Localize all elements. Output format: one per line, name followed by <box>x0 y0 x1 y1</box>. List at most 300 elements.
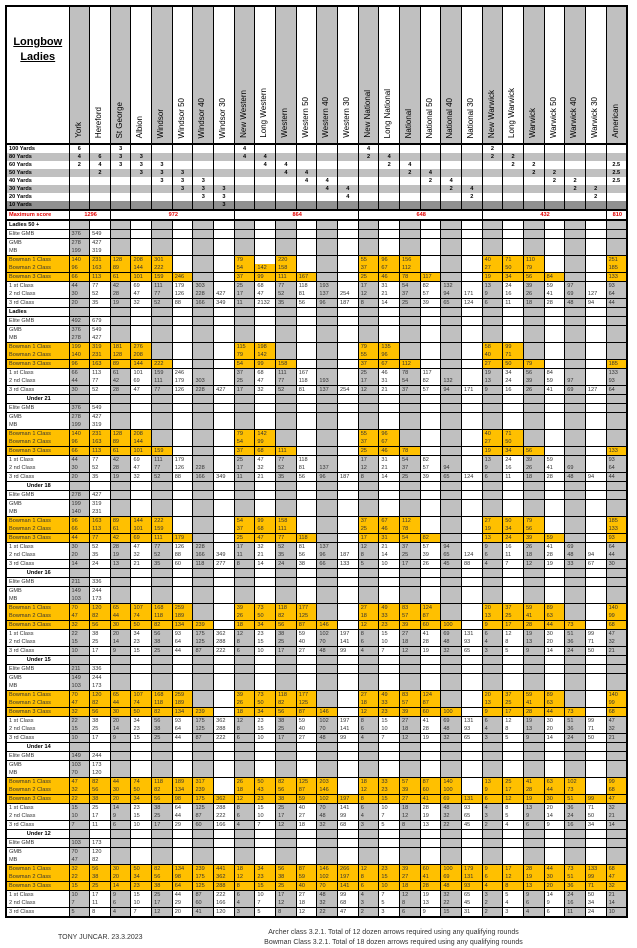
score-cell: 64 <box>606 290 627 299</box>
blank-cell <box>585 830 606 839</box>
score-cell <box>172 769 193 778</box>
score-cell <box>606 578 627 587</box>
score-cell: 24 <box>585 908 606 918</box>
round-name: Western 30 <box>342 97 352 138</box>
dozens-cell <box>234 161 255 169</box>
score-cell: 208 <box>131 351 152 360</box>
score-cell <box>441 699 462 708</box>
score-cell <box>379 848 400 857</box>
score-cell: 193 <box>317 377 338 386</box>
score-cell: 124 <box>461 473 482 482</box>
score-cell: 67 <box>379 264 400 273</box>
class-label: Bowman 1 Class <box>6 430 69 439</box>
score-cell <box>172 578 193 587</box>
class-row <box>6 699 627 708</box>
score-cell: 222 <box>214 647 235 656</box>
score-cell <box>317 456 338 465</box>
score-cell <box>276 404 297 413</box>
score-cell <box>523 665 544 674</box>
score-cell <box>338 543 359 552</box>
score-cell: 11 <box>503 473 524 482</box>
score-cell: 27 <box>400 795 421 804</box>
score-cell <box>276 848 297 857</box>
score-cell: 112 <box>400 264 421 273</box>
class-row <box>6 299 627 308</box>
score-cell: 9 <box>482 865 503 874</box>
score-cell: 11 <box>90 899 111 908</box>
score-cell: 126 <box>172 464 193 473</box>
class-row <box>6 778 627 787</box>
score-cell: 6 <box>358 725 379 734</box>
max-score-value: 432 <box>482 210 606 220</box>
score-cell: 12 <box>400 734 421 743</box>
score-cell <box>565 447 586 456</box>
score-cell <box>523 595 544 604</box>
score-cell <box>585 621 606 630</box>
score-cell <box>255 334 276 343</box>
class-row <box>6 595 627 604</box>
dozens-cell <box>441 169 462 177</box>
class-label: Bowman 2 Class <box>6 612 69 621</box>
dozens-cell <box>193 161 214 169</box>
class-row <box>6 795 627 804</box>
dozens-cell: 3 <box>193 177 214 185</box>
blank-cell <box>69 308 90 317</box>
score-cell: 189 <box>172 699 193 708</box>
score-cell: 69 <box>131 456 152 465</box>
score-cell: 9 <box>110 734 131 743</box>
blank-cell <box>358 220 379 230</box>
score-cell: 41 <box>523 612 544 621</box>
dozens-cell <box>461 177 482 185</box>
score-cell: 87 <box>193 891 214 900</box>
score-cell: 141 <box>338 882 359 891</box>
score-cell <box>461 360 482 369</box>
score-cell <box>317 413 338 422</box>
score-cell <box>400 343 421 352</box>
blank-cell <box>255 830 276 839</box>
score-cell: 15 <box>131 812 152 821</box>
score-cell <box>317 578 338 587</box>
score-cell: 32 <box>606 725 627 734</box>
score-cell: 37 <box>234 273 255 282</box>
score-cell <box>461 247 482 256</box>
dozens-cell <box>400 177 421 185</box>
score-cell <box>296 665 317 674</box>
score-cell <box>172 343 193 352</box>
score-cell: 101 <box>131 447 152 456</box>
score-cell: 87 <box>296 621 317 630</box>
score-cell <box>482 239 503 248</box>
score-cell: 133 <box>606 447 627 456</box>
score-cell <box>482 230 503 239</box>
score-cell <box>606 500 627 509</box>
score-cell: 18 <box>234 708 255 717</box>
score-cell <box>606 508 627 517</box>
score-cell: 88 <box>172 473 193 482</box>
score-cell: 46 <box>379 525 400 534</box>
dozens-cell <box>420 144 441 153</box>
score-cell <box>110 247 131 256</box>
score-cell <box>606 769 627 778</box>
score-cell <box>276 508 297 517</box>
dozens-cell <box>482 185 503 193</box>
score-cell: 27 <box>482 517 503 526</box>
dozens-cell: 3 <box>193 193 214 201</box>
score-cell: 125 <box>193 804 214 813</box>
blank-cell <box>441 830 462 839</box>
blank-cell <box>90 569 111 578</box>
score-cell: 50 <box>131 786 152 795</box>
score-cell <box>193 612 214 621</box>
score-cell <box>482 508 503 517</box>
dozens-cell <box>379 144 400 153</box>
score-cell: 134 <box>172 865 193 874</box>
dozens-cell <box>276 153 297 161</box>
score-cell: 64 <box>606 543 627 552</box>
score-cell: 137 <box>317 290 338 299</box>
score-cell: 99 <box>338 647 359 656</box>
score-cell <box>193 351 214 360</box>
score-cell <box>606 239 627 248</box>
score-cell: 77 <box>276 456 297 465</box>
blank-cell <box>172 656 193 665</box>
blank-cell <box>565 395 586 404</box>
blank-cell <box>296 308 317 317</box>
score-cell <box>441 491 462 500</box>
score-cell: 32 <box>69 786 90 795</box>
score-cell <box>296 326 317 335</box>
class-label: 2 nd Class <box>6 377 69 386</box>
score-cell: 39 <box>420 551 441 560</box>
score-cell: 82 <box>276 778 297 787</box>
score-cell <box>503 326 524 335</box>
score-cell: 25 <box>276 638 297 647</box>
blank-cell <box>193 656 214 665</box>
score-cell: 16 <box>503 464 524 473</box>
score-cell: 10 <box>379 560 400 569</box>
score-cell <box>523 413 544 422</box>
score-cell: 82 <box>152 865 173 874</box>
score-cell: 8 <box>400 899 421 908</box>
class-row <box>6 638 627 647</box>
score-cell: 34 <box>503 273 524 282</box>
class-row <box>6 821 627 830</box>
score-cell <box>296 421 317 430</box>
score-cell <box>193 691 214 700</box>
score-cell <box>296 247 317 256</box>
class-row <box>6 604 627 613</box>
score-cell <box>317 369 338 378</box>
score-cell: 4 <box>482 638 503 647</box>
score-cell <box>338 595 359 604</box>
dozens-cell <box>606 201 627 210</box>
score-cell: 102 <box>317 717 338 726</box>
score-cell <box>152 239 173 248</box>
score-cell: 34 <box>131 717 152 726</box>
score-cell: 45 <box>441 560 462 569</box>
score-cell: 44 <box>110 612 131 621</box>
class-row <box>6 848 627 857</box>
blank-cell <box>379 220 400 230</box>
score-cell: 60 <box>420 621 441 630</box>
score-cell <box>420 430 441 439</box>
score-cell: 81 <box>296 543 317 552</box>
dozens-cell <box>69 201 90 210</box>
score-cell <box>565 421 586 430</box>
score-cell <box>606 326 627 335</box>
round-header <box>255 6 276 144</box>
score-cell <box>276 839 297 848</box>
score-cell: 11 <box>565 908 586 918</box>
score-cell <box>131 587 152 596</box>
class-row <box>6 551 627 560</box>
score-cell: 9 <box>482 708 503 717</box>
score-cell <box>255 595 276 604</box>
score-cell <box>255 230 276 239</box>
score-cell: 12 <box>296 908 317 918</box>
score-cell: 47 <box>69 778 90 787</box>
score-cell: 87 <box>193 647 214 656</box>
blank-cell <box>482 569 503 578</box>
distance-label: 10 Yards <box>6 201 69 210</box>
score-cell: 288 <box>214 638 235 647</box>
dozens-cell: 4 <box>255 161 276 169</box>
score-cell <box>400 230 421 239</box>
blank-cell <box>296 656 317 665</box>
score-cell: 12 <box>503 873 524 882</box>
score-cell <box>234 247 255 256</box>
score-cell: 47 <box>606 717 627 726</box>
class-row <box>6 473 627 482</box>
score-cell: 128 <box>110 256 131 265</box>
score-cell: 73 <box>565 865 586 874</box>
score-cell: 79 <box>234 430 255 439</box>
score-cell: 25 <box>503 778 524 787</box>
dozens-cell: 3 <box>152 169 173 177</box>
score-cell <box>234 578 255 587</box>
round-header <box>276 6 297 144</box>
score-cell <box>296 848 317 857</box>
score-cell: 9 <box>544 899 565 908</box>
score-cell: 7 <box>379 647 400 656</box>
score-cell: 21 <box>379 464 400 473</box>
score-cell: 99 <box>585 630 606 639</box>
score-cell: 34 <box>585 899 606 908</box>
score-cell: 131 <box>461 630 482 639</box>
blank-cell <box>503 830 524 839</box>
archer-class-note: Archer class 3.2.1. Total of 12 dozen arrows required using any qualifying rounds <box>268 929 519 936</box>
dozens-cell <box>585 201 606 210</box>
blank-cell <box>565 656 586 665</box>
dozens-cell: 2 <box>565 177 586 185</box>
score-cell: 32 <box>131 473 152 482</box>
score-cell <box>255 404 276 413</box>
score-cell <box>172 848 193 857</box>
dozens-cell <box>131 185 152 193</box>
score-cell: 244 <box>90 674 111 683</box>
score-cell <box>461 464 482 473</box>
dozens-cell <box>172 201 193 210</box>
score-cell: 69 <box>131 377 152 386</box>
score-cell: 189 <box>172 612 193 621</box>
score-cell <box>338 839 359 848</box>
score-cell <box>565 369 586 378</box>
score-cell <box>544 317 565 326</box>
score-cell: 25 <box>234 456 255 465</box>
score-cell: 12 <box>358 621 379 630</box>
score-cell <box>110 595 131 604</box>
score-cell <box>338 612 359 621</box>
class-label: GMB <box>6 674 69 683</box>
dozens-cell: 2 <box>585 185 606 193</box>
score-cell <box>441 682 462 691</box>
score-cell: 15 <box>441 908 462 918</box>
score-cell: 197 <box>338 873 359 882</box>
distance-label: 40 Yards <box>6 177 69 185</box>
score-cell: 17 <box>234 543 255 552</box>
section-header <box>6 308 627 317</box>
score-cell: 23 <box>379 708 400 717</box>
score-cell: 56 <box>523 369 544 378</box>
score-cell <box>441 430 462 439</box>
score-cell: 59 <box>544 456 565 465</box>
score-cell <box>214 578 235 587</box>
score-cell <box>338 769 359 778</box>
score-cell <box>400 438 421 447</box>
blank-cell <box>523 220 544 230</box>
score-cell: 15 <box>69 804 90 813</box>
score-cell: 82 <box>152 708 173 717</box>
score-cell: 441 <box>214 865 235 874</box>
score-cell <box>503 230 524 239</box>
dozens-cell <box>503 169 524 177</box>
score-cell <box>152 665 173 674</box>
score-cell: 51 <box>565 795 586 804</box>
score-cell <box>214 708 235 717</box>
score-cell: 10 <box>255 734 276 743</box>
score-cell: 87 <box>420 612 441 621</box>
dozens-cell <box>172 161 193 169</box>
score-cell: 166 <box>214 899 235 908</box>
score-cell: 38 <box>296 560 317 569</box>
score-cell <box>565 525 586 534</box>
score-cell: 23 <box>379 621 400 630</box>
score-cell <box>441 343 462 352</box>
class-label: 1 st Class <box>6 717 69 726</box>
score-cell: 43 <box>255 786 276 795</box>
dozens-cell <box>565 144 586 153</box>
score-cell <box>234 421 255 430</box>
dozens-cell <box>420 153 441 161</box>
score-cell: 133 <box>585 865 606 874</box>
round-header <box>544 6 565 144</box>
score-cell: 199 <box>69 343 90 352</box>
class-row <box>6 464 627 473</box>
score-cell: 30 <box>69 290 90 299</box>
score-cell <box>523 404 544 413</box>
score-cell: 36 <box>565 638 586 647</box>
score-cell: 56 <box>90 865 111 874</box>
score-cell <box>503 508 524 517</box>
score-cell <box>338 848 359 857</box>
score-cell: 30 <box>69 543 90 552</box>
score-cell: 2 <box>358 908 379 918</box>
score-cell: 140 <box>606 604 627 613</box>
score-cell: 37 <box>503 604 524 613</box>
score-cell: 59 <box>544 282 565 291</box>
score-cell: 70 <box>317 725 338 734</box>
round-header <box>131 6 152 144</box>
score-cell: 319 <box>90 500 111 509</box>
score-cell: 57 <box>420 543 441 552</box>
score-cell: 228 <box>193 543 214 552</box>
score-cell <box>152 769 173 778</box>
blank-cell <box>523 482 544 491</box>
class-label: 1 st Class <box>6 456 69 465</box>
score-cell: 10 <box>255 647 276 656</box>
score-cell <box>565 317 586 326</box>
dozens-cell <box>606 185 627 193</box>
score-cell: 134 <box>172 708 193 717</box>
score-cell: 120 <box>214 908 235 918</box>
score-cell: 277 <box>214 560 235 569</box>
dozens-cell <box>110 177 131 185</box>
score-cell <box>338 404 359 413</box>
score-cell <box>420 247 441 256</box>
score-cell <box>461 239 482 248</box>
score-cell: 28 <box>544 299 565 308</box>
class-row <box>6 413 627 422</box>
score-cell <box>276 761 297 770</box>
score-cell: 7 <box>69 821 90 830</box>
score-cell: 70 <box>317 882 338 891</box>
score-cell <box>214 326 235 335</box>
score-cell: 54 <box>234 438 255 447</box>
class-label: 3 rd Class <box>6 908 69 918</box>
score-cell: 146 <box>317 621 338 630</box>
score-cell: 14 <box>379 551 400 560</box>
blank-cell <box>358 395 379 404</box>
blank-cell <box>420 482 441 491</box>
score-cell <box>255 752 276 761</box>
score-cell: 56 <box>90 786 111 795</box>
score-cell: 9 <box>482 290 503 299</box>
blank-cell <box>523 308 544 317</box>
score-cell: 135 <box>379 343 400 352</box>
score-cell <box>110 848 131 857</box>
score-cell <box>152 247 173 256</box>
blank-cell <box>152 830 173 839</box>
score-cell: 32 <box>131 299 152 308</box>
score-cell: 103 <box>69 761 90 770</box>
score-cell: 7 <box>131 908 152 918</box>
score-cell: 44 <box>110 778 131 787</box>
score-cell: 93 <box>606 456 627 465</box>
score-cell <box>461 612 482 621</box>
score-cell <box>379 239 400 248</box>
class-label: Bowman 1 Class <box>6 343 69 352</box>
score-cell <box>214 587 235 596</box>
score-cell: 15 <box>379 717 400 726</box>
score-cell: 48 <box>317 734 338 743</box>
class-label: MB <box>6 421 69 430</box>
score-cell <box>441 517 462 526</box>
score-cell: 41 <box>544 543 565 552</box>
blank-cell <box>461 220 482 230</box>
score-cell <box>276 682 297 691</box>
score-cell <box>317 595 338 604</box>
